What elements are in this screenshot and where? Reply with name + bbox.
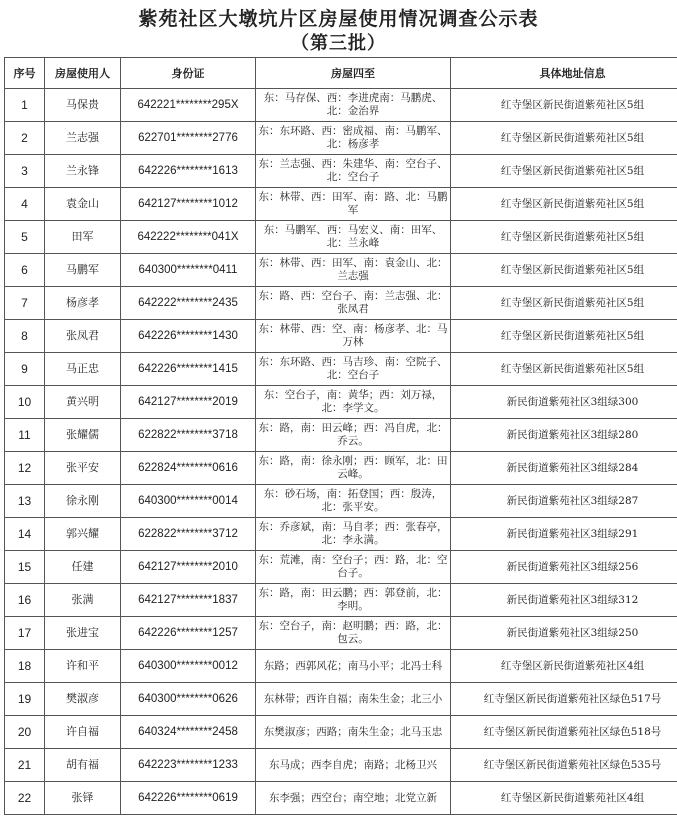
address: 红寺堡区新民街道紫苑社区5组 — [451, 122, 677, 155]
address: 新民街道紫苑社区3组绿280 — [451, 419, 677, 452]
table-row — [5, 716, 677, 749]
row-index: 16 — [5, 584, 45, 617]
table-row — [5, 155, 677, 188]
id-number: 642226********0619 — [121, 782, 256, 815]
table-row — [5, 617, 677, 650]
occupant-name: 黄兴明 — [45, 386, 121, 419]
table-row — [5, 386, 677, 419]
occupant-name: 袁金山 — [45, 188, 121, 221]
header-occupant: 房屋使用人 — [45, 58, 121, 89]
boundaries: 东：砂石场，南：拓登国；西：殷涛，北：张平安。 — [256, 485, 451, 518]
address: 红寺堡区新民街道紫苑社区5组 — [451, 188, 677, 221]
address: 红寺堡区新民街道紫苑社区5组 — [451, 89, 677, 122]
address: 红寺堡区新民街道紫苑社区5组 — [451, 353, 677, 386]
id-number: 642226********1430 — [121, 320, 256, 353]
occupant-name: 马保贵 — [45, 89, 121, 122]
table-row — [5, 122, 677, 155]
address: 红寺堡区新民街道紫苑社区5组 — [451, 221, 677, 254]
table-row — [5, 188, 677, 221]
table-header-row — [5, 58, 677, 89]
id-number: 642226********1613 — [121, 155, 256, 188]
id-number: 640300********0014 — [121, 485, 256, 518]
boundaries: 东马成；西李自虎；南路；北杨卫兴 — [256, 749, 451, 782]
id-number: 642223********1233 — [121, 749, 256, 782]
id-number: 640324********2458 — [121, 716, 256, 749]
boundaries: 东：路、西：空台子、南：兰志强、北：张凤君 — [256, 287, 451, 320]
boundaries: 东路；西郭风花；南马小平；北冯士科 — [256, 650, 451, 683]
id-number: 642221********295X — [121, 89, 256, 122]
id-number: 642127********2010 — [121, 551, 256, 584]
occupant-name: 兰永锋 — [45, 155, 121, 188]
occupant-name: 张耀儒 — [45, 419, 121, 452]
row-index: 1 — [5, 89, 45, 122]
row-index: 8 — [5, 320, 45, 353]
address: 新民街道紫苑社区3组绿300 — [451, 386, 677, 419]
boundaries: 东李强；西空台；南空地；北党立新 — [256, 782, 451, 815]
address: 新民街道紫苑社区3组绿287 — [451, 485, 677, 518]
id-number: 642127********1837 — [121, 584, 256, 617]
row-index: 6 — [5, 254, 45, 287]
table-row — [5, 551, 677, 584]
table-row — [5, 683, 677, 716]
occupant-name: 兰志强 — [45, 122, 121, 155]
address: 红寺堡区新民街道紫苑社区绿色535号 — [451, 749, 677, 782]
table-row — [5, 89, 677, 122]
id-number: 642127********2019 — [121, 386, 256, 419]
row-index: 15 — [5, 551, 45, 584]
table-row — [5, 419, 677, 452]
occupant-name: 田军 — [45, 221, 121, 254]
survey-table — [4, 57, 677, 815]
occupant-name: 任建 — [45, 551, 121, 584]
boundaries: 东：林带、西：田军、南：袁金山、北：兰志强 — [256, 254, 451, 287]
address: 红寺堡区新民街道紫苑社区4组 — [451, 650, 677, 683]
table-row — [5, 221, 677, 254]
occupant-name: 樊淑彦 — [45, 683, 121, 716]
id-number: 642222********2435 — [121, 287, 256, 320]
id-number: 642222********041X — [121, 221, 256, 254]
row-index: 13 — [5, 485, 45, 518]
header-address: 具体地址信息 — [451, 58, 677, 89]
address: 红寺堡区新民街道紫苑社区4组 — [451, 782, 677, 815]
boundaries: 东：林带、西：空、南：杨彦孝、北：马万林 — [256, 320, 451, 353]
row-index: 14 — [5, 518, 45, 551]
row-index: 2 — [5, 122, 45, 155]
id-number: 642226********1415 — [121, 353, 256, 386]
boundaries: 东：东环路、西：密成福、南：马鹏军、北：杨彦孝 — [256, 122, 451, 155]
header-index: 序号 — [5, 58, 45, 89]
row-index: 12 — [5, 452, 45, 485]
occupant-name: 杨彦孝 — [45, 287, 121, 320]
address: 新民街道紫苑社区3组绿250 — [451, 617, 677, 650]
row-index: 7 — [5, 287, 45, 320]
header-boundaries: 房屋四至 — [256, 58, 451, 89]
id-number: 642127********1012 — [121, 188, 256, 221]
occupant-name: 马正忠 — [45, 353, 121, 386]
row-index: 3 — [5, 155, 45, 188]
row-index: 18 — [5, 650, 45, 683]
table-title: 紫苑社区大墩坑片区房屋使用情况调查公示表 — [138, 8, 539, 30]
occupant-name: 许和平 — [45, 650, 121, 683]
occupant-name: 张满 — [45, 584, 121, 617]
table-row — [5, 782, 677, 815]
row-index: 10 — [5, 386, 45, 419]
boundaries: 东：路，南：田云鹏；西：郭登前，北：李明。 — [256, 584, 451, 617]
occupant-name: 胡有福 — [45, 749, 121, 782]
boundaries: 东：空台子，南：黄华；西：刘万禄，北：李学文。 — [256, 386, 451, 419]
boundaries: 东：路，南：田云峰；西：冯自虎，北：乔云。 — [256, 419, 451, 452]
row-index: 20 — [5, 716, 45, 749]
boundaries: 东樊淑彦；西路；南朱生金；北马玉忠 — [256, 716, 451, 749]
table-body — [5, 89, 677, 815]
table-row — [5, 287, 677, 320]
boundaries: 东林带；西许自福；南朱生金；北三小 — [256, 683, 451, 716]
boundaries: 东：林带、西：田军、南：路、北：马鹏军 — [256, 188, 451, 221]
boundaries: 东：马鹏军、西：马宏义、南：田军、北：兰永峰 — [256, 221, 451, 254]
table-row — [5, 254, 677, 287]
boundaries: 东：东环路、西：马吉珍、南：空院子、北：空台子 — [256, 353, 451, 386]
id-number: 622824********0616 — [121, 452, 256, 485]
row-index: 19 — [5, 683, 45, 716]
occupant-name: 马鹏军 — [45, 254, 121, 287]
occupant-name: 张进宝 — [45, 617, 121, 650]
occupant-name: 张凤君 — [45, 320, 121, 353]
id-number: 640300********0012 — [121, 650, 256, 683]
row-index: 17 — [5, 617, 45, 650]
table-row — [5, 584, 677, 617]
address: 红寺堡区新民街道紫苑社区5组 — [451, 254, 677, 287]
boundaries: 东：荒滩，南：空台子；西：路，北：空台子。 — [256, 551, 451, 584]
address: 红寺堡区新民街道紫苑社区5组 — [451, 287, 677, 320]
row-index: 9 — [5, 353, 45, 386]
row-index: 4 — [5, 188, 45, 221]
occupant-name: 张铎 — [45, 782, 121, 815]
address: 新民街道紫苑社区3组绿291 — [451, 518, 677, 551]
table-row — [5, 485, 677, 518]
boundaries: 东：乔彦斌，南：马自孝；西：张春亭，北：李永满。 — [256, 518, 451, 551]
row-index: 21 — [5, 749, 45, 782]
address: 红寺堡区新民街道紫苑社区绿色518号 — [451, 716, 677, 749]
address: 红寺堡区新民街道紫苑社区绿色517号 — [451, 683, 677, 716]
row-index: 11 — [5, 419, 45, 452]
occupant-name: 徐永刚 — [45, 485, 121, 518]
address: 红寺堡区新民街道紫苑社区5组 — [451, 320, 677, 353]
id-number: 622822********3718 — [121, 419, 256, 452]
table-row — [5, 320, 677, 353]
table-row — [5, 650, 677, 683]
row-index: 5 — [5, 221, 45, 254]
occupant-name: 许自福 — [45, 716, 121, 749]
table-subtitle: （第三批） — [291, 33, 386, 54]
boundaries: 东：路，南：徐永刚；西：顾军，北：田云峰。 — [256, 452, 451, 485]
table-row — [5, 452, 677, 485]
address: 新民街道紫苑社区3组绿256 — [451, 551, 677, 584]
table-row — [5, 518, 677, 551]
row-index: 22 — [5, 782, 45, 815]
id-number: 642226********1257 — [121, 617, 256, 650]
id-number: 640300********0411 — [121, 254, 256, 287]
address: 红寺堡区新民街道紫苑社区5组 — [451, 155, 677, 188]
table-row — [5, 353, 677, 386]
id-number: 622701********2776 — [121, 122, 256, 155]
header-id-card: 身份证 — [121, 58, 256, 89]
occupant-name: 张平安 — [45, 452, 121, 485]
boundaries: 东：马存保、西：李进虎南：马鹏虎、北：金治界 — [256, 89, 451, 122]
address: 新民街道紫苑社区3组绿312 — [451, 584, 677, 617]
table-row — [5, 749, 677, 782]
occupant-name: 郭兴耀 — [45, 518, 121, 551]
boundaries: 东：兰志强、西：朱建华、南：空台子、北：空台子 — [256, 155, 451, 188]
address: 新民街道紫苑社区3组绿284 — [451, 452, 677, 485]
id-number: 640300********0626 — [121, 683, 256, 716]
id-number: 622822********3712 — [121, 518, 256, 551]
boundaries: 东：空台子，南：赵明鹏；西：路，北：包云。 — [256, 617, 451, 650]
